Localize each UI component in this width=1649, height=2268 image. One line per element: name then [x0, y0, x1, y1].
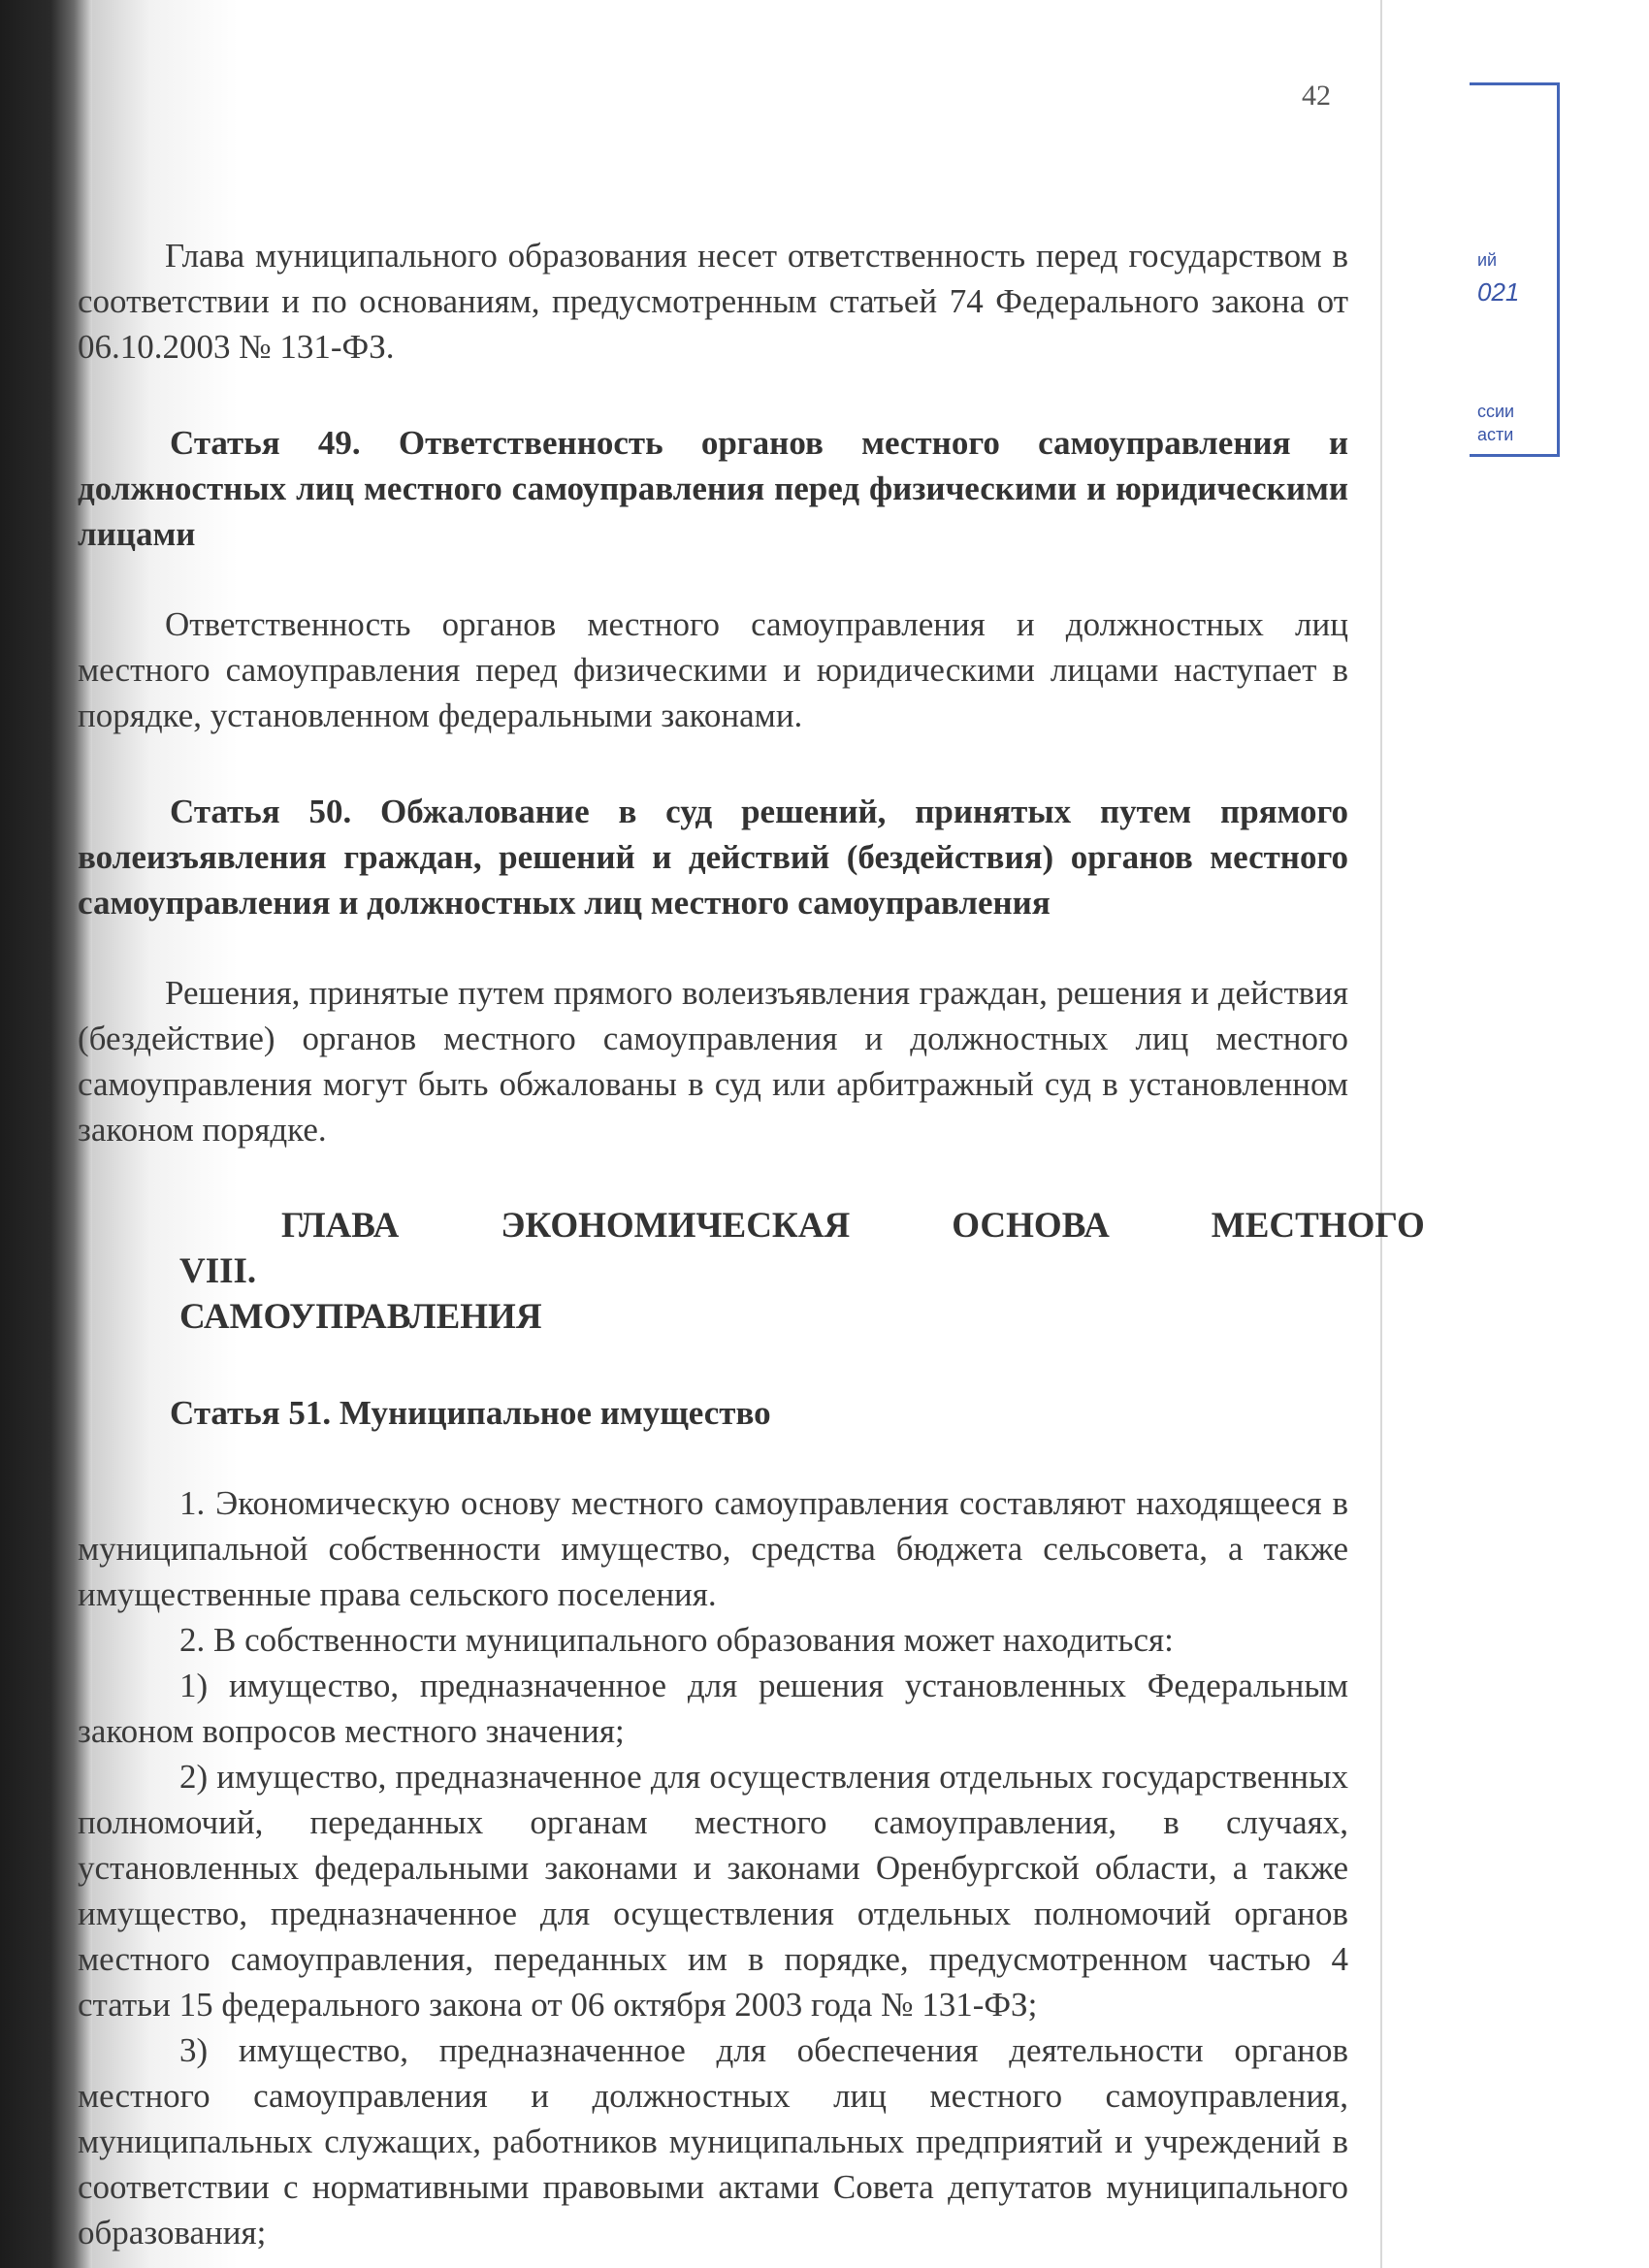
article-49-text: Ответственность органов местного самоуправления и должностных лиц местного самоуправления перед физическими и юридическими лицами наступает в порядке, установленном федеральными законами.	[78, 605, 1348, 734]
article-51-item-1: 1) имущество, предназначенное для решения установленных Федеральным законом вопросов местного значения;	[78, 1667, 1348, 1750]
chapter-heading-word: МЕСТНОГО	[1211, 1206, 1425, 1246]
article-51-item-3: 3) имущество, предназначенное для обеспечения деятельности органов местного самоуправления и должностных лиц местного самоуправления, муниципальных служащих, работников муниципальных предприятий и учреждений в соответствии с нормативными правовыми актами Совета депутатов муниципального образования;	[78, 2031, 1348, 2252]
article-50-text: Решения, принятые путем прямого волеизъявления граждан, решения и действия (бездействие) органов местного самоуправления и должностных лиц местного самоуправления могут быть обжалованы в суд или арбитражный суд в установленном законом порядке.	[78, 974, 1348, 1149]
chapter-heading	[78, 1203, 1425, 1340]
page-number: 42	[1302, 80, 1331, 112]
article-50-heading: Статья 50. Обжалование в суд решений, принятых путем прямого волеизъявления граждан, решений и действий (бездействия) органов местного самоуправления и должностных лиц местного самоуправления	[78, 793, 1348, 922]
chapter-heading-word: ОСНОВА	[952, 1206, 1110, 1246]
chapter-heading-word: ЭКОНОМИЧЕСКАЯ	[501, 1206, 851, 1246]
registration-stamp	[1470, 82, 1560, 457]
paragraph-intro: Глава муниципального образования несет ответственность перед государством в соответствии и по основаниям, предусмотренным статьей 74 Федерального закона от 06.10.2003 № 131-ФЗ.	[78, 237, 1348, 366]
stamp-text: асти	[1477, 425, 1514, 444]
document-body	[78, 233, 1425, 2255]
article-51-paragraph-2: 2. В собственности муниципального образования может находиться:	[179, 1621, 1174, 1659]
article-49-heading: Статья 49. Ответственность органов местного самоуправления и должностных лиц местного самоуправления перед физическими и юридическими лицами	[78, 424, 1348, 553]
stamp-text: ссии	[1477, 402, 1515, 421]
article-51-heading: Статья 51. Муниципальное имущество	[170, 1394, 771, 1432]
stamp-text: ий	[1477, 250, 1498, 270]
chapter-heading-word: ГЛАВА VIII.	[179, 1206, 400, 1291]
article-51-item-2: 2) имущество, предназначенное для осуществления отдельных государственных полномочий, переданных органам местного самоуправления, в случаях, установленных федеральными законами и законами Оренбургской области, а также имущество, предназначенное для осуществления отдельных полномочий органов местного самоуправления, переданных им в порядке, предусмотренном частью 4 статьи 15 федерального закона от 06 октября 2003 года № 131-ФЗ;	[78, 1758, 1348, 2024]
stamp-text: 021	[1477, 277, 1520, 307]
article-51-paragraph-1: 1. Экономическую основу местного самоуправления составляют находящееся в муниципальной собственности имущество, средства бюджета сельсовета, а также имущественные права сельского поселения.	[78, 1484, 1348, 1613]
chapter-heading-line2: САМОУПРАВЛЕНИЯ	[179, 1297, 542, 1337]
